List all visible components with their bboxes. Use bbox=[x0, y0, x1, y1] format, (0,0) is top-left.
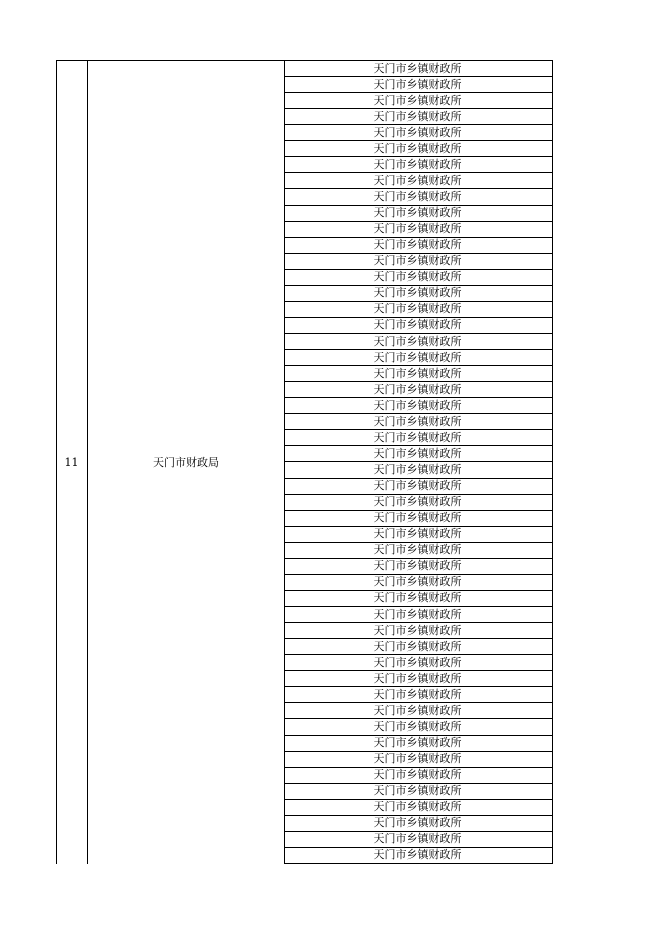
unit-name: 天门市乡镇财政所 bbox=[373, 768, 462, 782]
table-right-border bbox=[552, 60, 553, 864]
unit-row[interactable] bbox=[285, 559, 552, 575]
unit-row[interactable] bbox=[285, 511, 552, 527]
unit-row[interactable] bbox=[285, 446, 552, 462]
unit-row[interactable] bbox=[285, 703, 552, 719]
unit-name: 天门市乡镇财政所 bbox=[373, 511, 462, 525]
unit-row[interactable] bbox=[285, 141, 552, 157]
unit-row[interactable] bbox=[285, 639, 552, 655]
unit-row[interactable] bbox=[285, 382, 552, 398]
unit-name: 天门市乡镇财政所 bbox=[373, 671, 462, 685]
unit-name: 天门市乡镇财政所 bbox=[373, 655, 462, 669]
unit-row[interactable] bbox=[285, 575, 552, 591]
unit-name: 天门市乡镇财政所 bbox=[373, 463, 462, 477]
unit-row[interactable] bbox=[285, 206, 552, 222]
unit-row[interactable] bbox=[285, 222, 552, 238]
unit-row[interactable] bbox=[285, 607, 552, 623]
unit-name: 天门市乡镇财政所 bbox=[373, 350, 462, 364]
unit-list bbox=[285, 60, 552, 864]
unit-name: 天门市乡镇财政所 bbox=[373, 254, 462, 268]
unit-row[interactable] bbox=[285, 302, 552, 318]
unit-name: 天门市乡镇财政所 bbox=[373, 430, 462, 444]
unit-name: 天门市乡镇财政所 bbox=[373, 607, 462, 621]
unit-row[interactable] bbox=[285, 655, 552, 671]
unit-row[interactable] bbox=[285, 189, 552, 205]
unit-row[interactable] bbox=[285, 270, 552, 286]
unit-row[interactable] bbox=[285, 157, 552, 173]
unit-row[interactable] bbox=[285, 479, 552, 495]
unit-row[interactable] bbox=[285, 286, 552, 302]
serial-number-cell[interactable] bbox=[56, 60, 87, 864]
unit-name: 天门市乡镇财政所 bbox=[373, 157, 462, 171]
unit-name: 天门市乡镇财政所 bbox=[373, 270, 462, 284]
unit-name: 天门市乡镇财政所 bbox=[373, 366, 462, 380]
unit-row[interactable] bbox=[285, 398, 552, 414]
unit-row[interactable] bbox=[285, 238, 552, 254]
unit-name: 天门市乡镇财政所 bbox=[373, 495, 462, 509]
unit-name: 天门市乡镇财政所 bbox=[373, 382, 462, 396]
unit-name: 天门市乡镇财政所 bbox=[373, 109, 462, 123]
unit-name: 天门市乡镇财政所 bbox=[373, 784, 462, 798]
unit-name: 天门市乡镇财政所 bbox=[373, 125, 462, 139]
unit-row[interactable] bbox=[285, 125, 552, 141]
unit-name: 天门市乡镇财政所 bbox=[373, 703, 462, 717]
unit-row[interactable] bbox=[285, 848, 552, 864]
unit-row[interactable] bbox=[285, 430, 552, 446]
unit-name: 天门市乡镇财政所 bbox=[373, 286, 462, 300]
department-name: 天门市财政局 bbox=[153, 456, 219, 469]
spreadsheet-table bbox=[56, 60, 553, 864]
unit-row[interactable] bbox=[285, 414, 552, 430]
unit-name: 天门市乡镇财政所 bbox=[373, 736, 462, 750]
unit-row[interactable] bbox=[285, 800, 552, 816]
unit-name: 天门市乡镇财政所 bbox=[373, 752, 462, 766]
unit-name: 天门市乡镇财政所 bbox=[373, 222, 462, 236]
unit-row[interactable] bbox=[285, 366, 552, 382]
unit-name: 天门市乡镇财政所 bbox=[373, 93, 462, 107]
unit-name: 天门市乡镇财政所 bbox=[373, 334, 462, 348]
unit-row[interactable] bbox=[285, 93, 552, 109]
unit-row[interactable] bbox=[285, 109, 552, 125]
unit-row[interactable] bbox=[285, 768, 552, 784]
unit-row[interactable] bbox=[285, 832, 552, 848]
unit-row[interactable] bbox=[285, 77, 552, 93]
unit-name: 天门市乡镇财政所 bbox=[373, 238, 462, 252]
unit-row[interactable] bbox=[285, 784, 552, 800]
unit-row[interactable] bbox=[285, 318, 552, 334]
unit-row[interactable] bbox=[285, 752, 552, 768]
unit-row[interactable] bbox=[285, 671, 552, 687]
unit-name: 天门市乡镇财政所 bbox=[373, 591, 462, 605]
unit-name: 天门市乡镇财政所 bbox=[373, 398, 462, 412]
unit-name: 天门市乡镇财政所 bbox=[373, 173, 462, 187]
unit-name: 天门市乡镇财政所 bbox=[373, 687, 462, 701]
unit-name: 天门市乡镇财政所 bbox=[373, 575, 462, 589]
unit-name: 天门市乡镇财政所 bbox=[373, 719, 462, 733]
unit-name: 天门市乡镇财政所 bbox=[373, 639, 462, 653]
department-cell[interactable] bbox=[88, 60, 284, 864]
unit-row[interactable] bbox=[285, 173, 552, 189]
unit-row[interactable] bbox=[285, 623, 552, 639]
unit-name: 天门市乡镇财政所 bbox=[373, 414, 462, 428]
unit-name: 天门市乡镇财政所 bbox=[373, 141, 462, 155]
unit-row[interactable] bbox=[285, 687, 552, 703]
unit-name: 天门市乡镇财政所 bbox=[373, 318, 462, 332]
unit-name: 天门市乡镇财政所 bbox=[373, 77, 462, 91]
unit-name: 天门市乡镇财政所 bbox=[373, 302, 462, 316]
unit-name: 天门市乡镇财政所 bbox=[373, 543, 462, 557]
unit-row[interactable] bbox=[285, 350, 552, 366]
unit-row[interactable] bbox=[285, 495, 552, 511]
unit-row[interactable] bbox=[285, 334, 552, 350]
unit-row[interactable] bbox=[285, 719, 552, 735]
unit-row[interactable] bbox=[285, 543, 552, 559]
unit-name: 天门市乡镇财政所 bbox=[373, 189, 462, 203]
unit-name: 天门市乡镇财政所 bbox=[373, 623, 462, 637]
unit-row[interactable] bbox=[285, 816, 552, 832]
unit-row[interactable] bbox=[285, 591, 552, 607]
unit-row[interactable] bbox=[285, 736, 552, 752]
unit-name: 天门市乡镇财政所 bbox=[373, 848, 462, 862]
unit-row[interactable] bbox=[285, 527, 552, 543]
unit-row[interactable] bbox=[285, 463, 552, 479]
unit-name: 天门市乡镇财政所 bbox=[373, 206, 462, 220]
unit-name: 天门市乡镇财政所 bbox=[373, 800, 462, 814]
unit-row[interactable] bbox=[285, 254, 552, 270]
serial-number: 11 bbox=[64, 455, 79, 469]
unit-name: 天门市乡镇财政所 bbox=[373, 527, 462, 541]
unit-name: 天门市乡镇财政所 bbox=[373, 446, 462, 460]
unit-name: 天门市乡镇财政所 bbox=[373, 479, 462, 493]
unit-name: 天门市乡镇财政所 bbox=[373, 61, 462, 75]
unit-name: 天门市乡镇财政所 bbox=[373, 816, 462, 830]
unit-row[interactable] bbox=[285, 61, 552, 77]
unit-name: 天门市乡镇财政所 bbox=[373, 832, 462, 846]
unit-name: 天门市乡镇财政所 bbox=[373, 559, 462, 573]
